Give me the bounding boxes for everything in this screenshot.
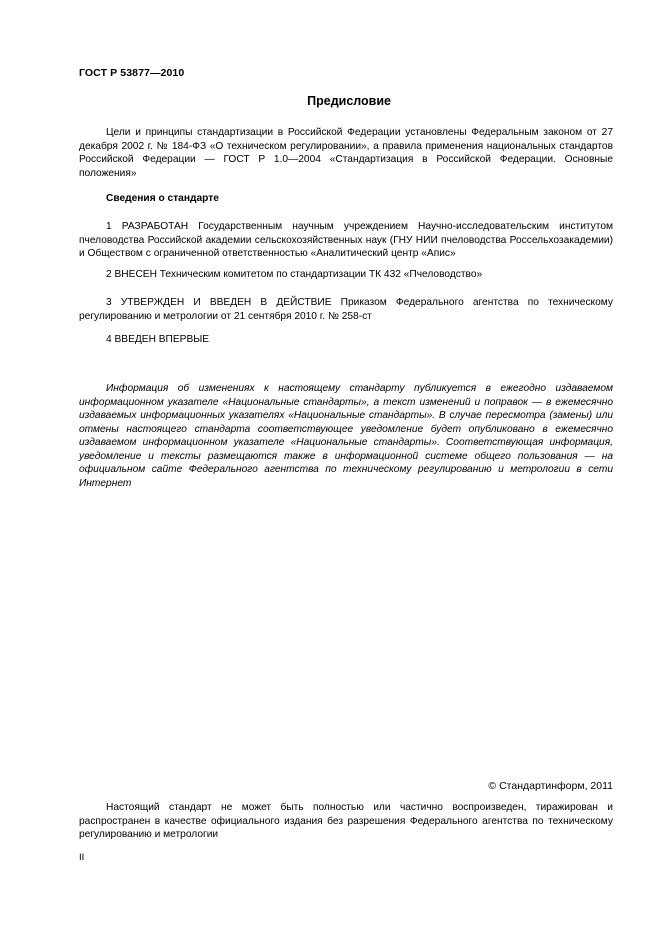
standard-code-header: ГОСТ Р 53877—2010 <box>79 67 185 79</box>
info-item-3 <box>79 296 613 323</box>
info-item-text: 3 УТВЕРЖДЕН И ВВЕДЕН В ДЕЙСТВИЕ Приказом Федерального агентства по техническому регулированию и метрологии от 21 сентября 2010 г. № 258-ст <box>79 297 613 322</box>
info-item-text: 1 РАЗРАБОТАН Государственным научным учреждением Научно-исследовательским институтом пчеловодства Российской академии сельскохозяйственных наук (ГНУ НИИ пчеловодства Россельхозакадемии) и Обществом с ограниченной ответственностью «Аналитический центр «Апис» <box>79 221 613 259</box>
page-title: Предисловие <box>307 94 391 108</box>
notice-section <box>79 382 613 490</box>
intro-paragraph: Цели и принципы стандартизации в Российской Федерации установлены Федеральным законом от 27 декабря 2002 г. № 184-ФЗ «О техническом регулировании», а правила применения национальных стандартов Российской Федерации — ГОСТ Р 1.0—2004 «Стандартизация в Российской Федерации. Основные положения» <box>79 127 613 179</box>
rights-section <box>79 801 613 842</box>
info-item-4 <box>79 333 613 347</box>
info-item-text: 2 ВНЕСЕН Техническим комитетом по стандартизации ТК 432 «Пчеловодство» <box>106 269 483 280</box>
intro-section <box>79 126 613 180</box>
info-item-1 <box>79 220 613 261</box>
page-number: II <box>79 852 85 863</box>
copyright-line: © Стандартинформ, 2011 <box>488 780 613 792</box>
info-heading: Сведения о стандарте <box>106 193 219 204</box>
info-item-text: 4 ВВЕДЕН ВПЕРВЫЕ <box>106 334 210 345</box>
notice-paragraph: Информация об изменениях к настоящему стандарту публикуется в ежегодно издаваемом информационном указателе «Национальные стандарты», а текст изменений и поправок — в ежемесячно издаваемых информационных указателях «Национальные стандарты». В случае пересмотра (замены) или отмены настоящего стандарта соответствующее уведомление будет опубликовано в ежемесячно издаваемом информационном указателе «Национальные стандарты». Соответствующая информация, уведомление и тексты размещаются также в информационной системе общего пользования — на официальном сайте Федерального агентства по техническому регулированию и метрологии в сети Интернет <box>79 383 613 489</box>
rights-paragraph: Настоящий стандарт не может быть полностью или частично воспроизведен, тиражирован и распространен в качестве официального издания без разрешения Федерального агентства по техническому регулированию и метрологии <box>79 802 613 840</box>
info-item-2 <box>79 268 613 282</box>
